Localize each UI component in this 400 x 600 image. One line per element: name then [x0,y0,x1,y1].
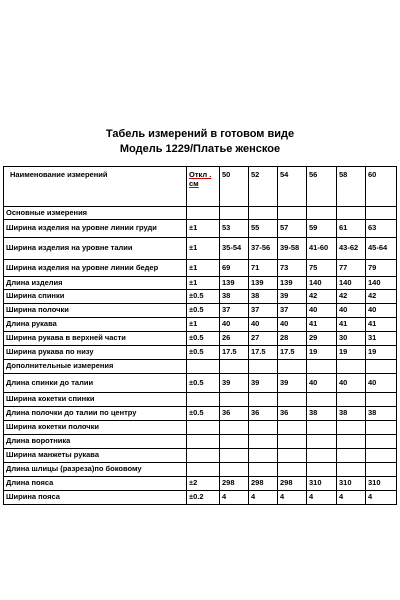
size-value-cell: 75 [307,260,337,277]
size-value-cell [220,463,249,477]
size-value-cell [307,449,337,463]
tolerance-cell: ±0.5 [187,332,220,346]
size-value-cell: 4 [307,491,337,505]
size-value-cell [278,449,307,463]
size-value-cell: 42 [337,290,366,304]
size-value-cell: 17.5 [220,346,249,360]
header-size-cell: 58 [337,167,366,207]
measurement-name-cell: Ширина рукава по низу [4,346,187,360]
size-value-cell: 40 [366,374,397,393]
size-value-cell: 4 [366,491,397,505]
table-row [4,220,397,238]
size-value-cell [220,360,249,374]
model-subtitle: Модель 1229/Платье женское [119,143,281,155]
size-value-cell [366,463,397,477]
measurement-name-cell: Ширина спинки [4,290,187,304]
size-value-cell: 39 [278,290,307,304]
size-value-cell: 63 [366,220,397,238]
table-row [4,421,397,435]
tolerance-cell: ±0.5 [187,346,220,360]
table-row [4,477,397,491]
table-row [4,346,397,360]
size-value-cell [337,463,366,477]
size-value-cell: 38 [337,407,366,421]
size-value-cell: 77 [337,260,366,277]
size-value-cell [220,449,249,463]
header-size-cell: 50 [220,167,249,207]
size-value-cell [220,435,249,449]
size-value-cell: 43-62 [337,238,366,260]
size-value-cell [366,360,397,374]
tolerance-cell [187,207,220,220]
measurement-name-cell: Ширина изделия на уровне линии груди [4,220,187,238]
table-row [4,207,397,220]
tolerance-cell: ±2 [187,477,220,491]
size-value-cell [249,393,278,407]
size-value-cell: 40 [220,318,249,332]
measurement-name-cell: Длина спинки до талии [4,374,187,393]
measurement-name-cell: Ширина полочки [4,304,187,318]
size-value-cell [249,421,278,435]
measurement-name-cell: Длина пояса [4,477,187,491]
size-value-cell: 40 [337,304,366,318]
size-value-cell: 39 [249,374,278,393]
size-value-cell [337,421,366,435]
size-value-cell: 37-56 [249,238,278,260]
size-value-cell: 19 [337,346,366,360]
tolerance-cell [187,360,220,374]
size-value-cell [220,393,249,407]
measurement-name-cell: Ширина изделия на уровне линии бедер [4,260,187,277]
size-value-cell [366,393,397,407]
size-value-cell: 19 [366,346,397,360]
table-row [4,435,397,449]
size-value-cell: 40 [337,374,366,393]
size-value-cell [337,393,366,407]
header-tolerance-text: Откл . см [189,170,212,188]
table-row [4,277,397,290]
measurement-name-cell: Ширина кокетки спинки [4,393,187,407]
size-value-cell [366,435,397,449]
tolerance-cell: ±0.5 [187,304,220,318]
size-value-cell: 298 [249,477,278,491]
size-value-cell [366,449,397,463]
size-value-cell: 30 [337,332,366,346]
size-value-cell: 139 [220,277,249,290]
size-value-cell: 40 [278,318,307,332]
size-value-cell [307,360,337,374]
header-size-cell: 60 [366,167,397,207]
size-value-cell: 59 [307,220,337,238]
size-value-cell [278,435,307,449]
size-value-cell [220,421,249,435]
size-value-cell: 298 [220,477,249,491]
size-value-cell: 310 [307,477,337,491]
size-value-cell: 42 [366,290,397,304]
size-value-cell [249,435,278,449]
size-value-cell [307,207,337,220]
size-value-cell [366,207,397,220]
size-value-cell: 69 [220,260,249,277]
size-value-cell: 38 [366,407,397,421]
size-value-cell: 17.5 [249,346,278,360]
size-value-cell: 140 [307,277,337,290]
header-row [4,167,397,207]
size-value-cell: 36 [249,407,278,421]
table-row [4,393,397,407]
measurement-name-cell: Длина рукава [4,318,187,332]
size-value-cell [278,360,307,374]
tolerance-cell: ±0.5 [187,290,220,304]
size-value-cell: 36 [220,407,249,421]
size-value-cell [220,207,249,220]
size-value-cell: 41 [307,318,337,332]
tolerance-cell: ±1 [187,238,220,260]
header-tolerance-cell [187,167,220,207]
size-value-cell: 53 [220,220,249,238]
size-value-cell: 37 [249,304,278,318]
tolerance-cell [187,435,220,449]
header-size-cell: 56 [307,167,337,207]
tolerance-cell [187,393,220,407]
size-value-cell: 39 [278,374,307,393]
tolerance-cell: ±0.5 [187,374,220,393]
size-value-cell: 31 [366,332,397,346]
size-value-cell [337,207,366,220]
size-value-cell: 73 [278,260,307,277]
tolerance-cell [187,463,220,477]
measurement-name-cell: Дополнительные измерения [4,360,187,374]
size-value-cell: 310 [337,477,366,491]
size-value-cell: 61 [337,220,366,238]
measurement-name-cell: Ширина кокетки полочки [4,421,187,435]
table-row [4,290,397,304]
measurement-name-cell: Длина полочки до талии по центру [4,407,187,421]
size-value-cell: 37 [278,304,307,318]
size-value-cell: 4 [249,491,278,505]
size-value-cell: 35-54 [220,238,249,260]
table-row [4,260,397,277]
size-value-cell: 298 [278,477,307,491]
size-value-cell: 38 [249,290,278,304]
size-value-cell: 139 [278,277,307,290]
size-value-cell [307,463,337,477]
tolerance-cell: ±1 [187,277,220,290]
size-value-cell: 310 [366,477,397,491]
size-value-cell [337,360,366,374]
size-value-cell [249,463,278,477]
size-value-cell: 26 [220,332,249,346]
size-value-cell: 140 [337,277,366,290]
size-value-cell [278,463,307,477]
size-value-cell: 71 [249,260,278,277]
tolerance-cell [187,449,220,463]
size-value-cell: 39 [220,374,249,393]
size-value-cell [337,435,366,449]
size-value-cell: 19 [307,346,337,360]
size-value-cell: 42 [307,290,337,304]
size-value-cell [278,393,307,407]
size-value-cell: 41 [366,318,397,332]
header-name-cell: Наименование измерений [4,167,187,207]
size-value-cell: 41 [337,318,366,332]
table-row [4,318,397,332]
size-value-cell [278,207,307,220]
table-row [4,304,397,318]
size-value-cell [307,435,337,449]
size-value-cell: 17.5 [278,346,307,360]
measurement-name-cell: Длина воротника [4,435,187,449]
measurement-name-cell: Длина изделия [4,277,187,290]
size-value-cell: 4 [278,491,307,505]
table-row [4,491,397,505]
table-row [4,463,397,477]
size-value-cell: 79 [366,260,397,277]
size-value-cell: 38 [220,290,249,304]
size-value-cell: 40 [307,304,337,318]
size-value-cell: 4 [337,491,366,505]
tolerance-cell: ±1 [187,318,220,332]
tolerance-cell: ±1 [187,260,220,277]
measurement-name-cell: Длина шлицы (разреза)по боковому [4,463,187,477]
size-value-cell [278,421,307,435]
size-value-cell: 139 [249,277,278,290]
size-value-cell: 40 [307,374,337,393]
size-value-cell: 55 [249,220,278,238]
table-row [4,332,397,346]
size-value-cell [307,421,337,435]
header-size-cell: 54 [278,167,307,207]
tolerance-cell: ±0.2 [187,491,220,505]
size-value-cell [249,360,278,374]
size-value-cell: 37 [220,304,249,318]
measurement-name-cell: Ширина изделия на уровне талии [4,238,187,260]
size-value-cell: 38 [307,407,337,421]
measurement-name-cell: Ширина манжеты рукава [4,449,187,463]
measurement-table [3,166,397,505]
table-row [4,238,397,260]
size-value-cell: 27 [249,332,278,346]
size-value-cell: 45-64 [366,238,397,260]
table-row [4,360,397,374]
measurement-name-cell: Ширина пояса [4,491,187,505]
tolerance-cell: ±0.5 [187,407,220,421]
size-value-cell: 28 [278,332,307,346]
size-value-cell: 39-58 [278,238,307,260]
measurement-name-cell: Ширина рукава в верхней части [4,332,187,346]
size-value-cell [366,421,397,435]
table-row [4,449,397,463]
tolerance-cell: ±1 [187,220,220,238]
header-size-cell: 52 [249,167,278,207]
size-value-cell: 57 [278,220,307,238]
size-value-cell [337,449,366,463]
size-value-cell [249,449,278,463]
size-value-cell: 29 [307,332,337,346]
size-value-cell: 40 [366,304,397,318]
size-value-cell: 36 [278,407,307,421]
table-row [4,407,397,421]
size-value-cell: 41-60 [307,238,337,260]
size-value-cell [307,393,337,407]
chart-title: Табель измерений в готовом виде [105,128,295,140]
tolerance-cell [187,421,220,435]
size-value-cell: 40 [249,318,278,332]
size-value-cell [249,207,278,220]
size-value-cell: 4 [220,491,249,505]
table-row [4,374,397,393]
measurement-name-cell: Основные измерения [4,207,187,220]
size-value-cell: 140 [366,277,397,290]
